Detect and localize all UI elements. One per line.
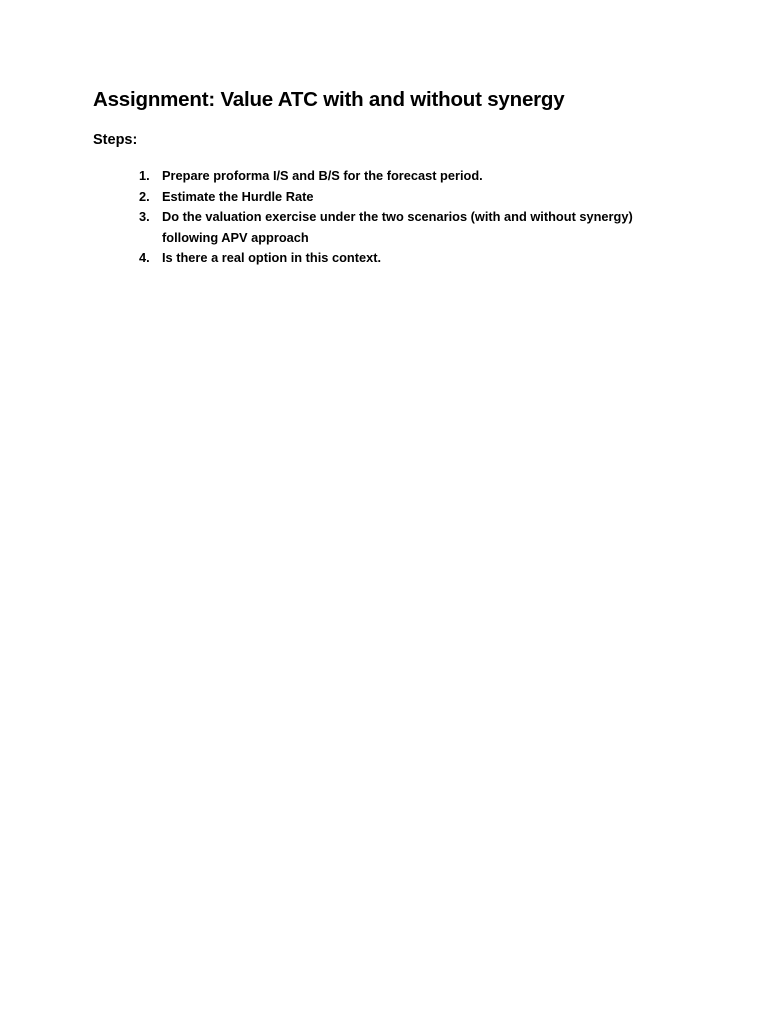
page-title: Assignment: Value ATC with and without synergy [93,88,565,111]
step-number: 1. [139,168,150,183]
step-number: 3. [139,209,150,225]
step-number: 2. [139,188,150,204]
steps-list [139,166,679,269]
step-item-1 [139,166,679,187]
steps-heading: Steps: [93,132,138,148]
step-item-2 [139,187,679,208]
step-item-3 [139,207,679,248]
step-text: Estimate the Hurdle Rate [162,188,314,204]
step-number: 4. [139,250,150,266]
step-text: Do the valuation exercise under the two scenarios (with and without synergy) following APV approach [162,209,633,245]
step-text: Is there a real option in this context. [162,250,382,266]
step-item-4 [139,248,679,269]
step-text: Prepare proforma I/S and B/S for the forecast period. [162,168,483,183]
